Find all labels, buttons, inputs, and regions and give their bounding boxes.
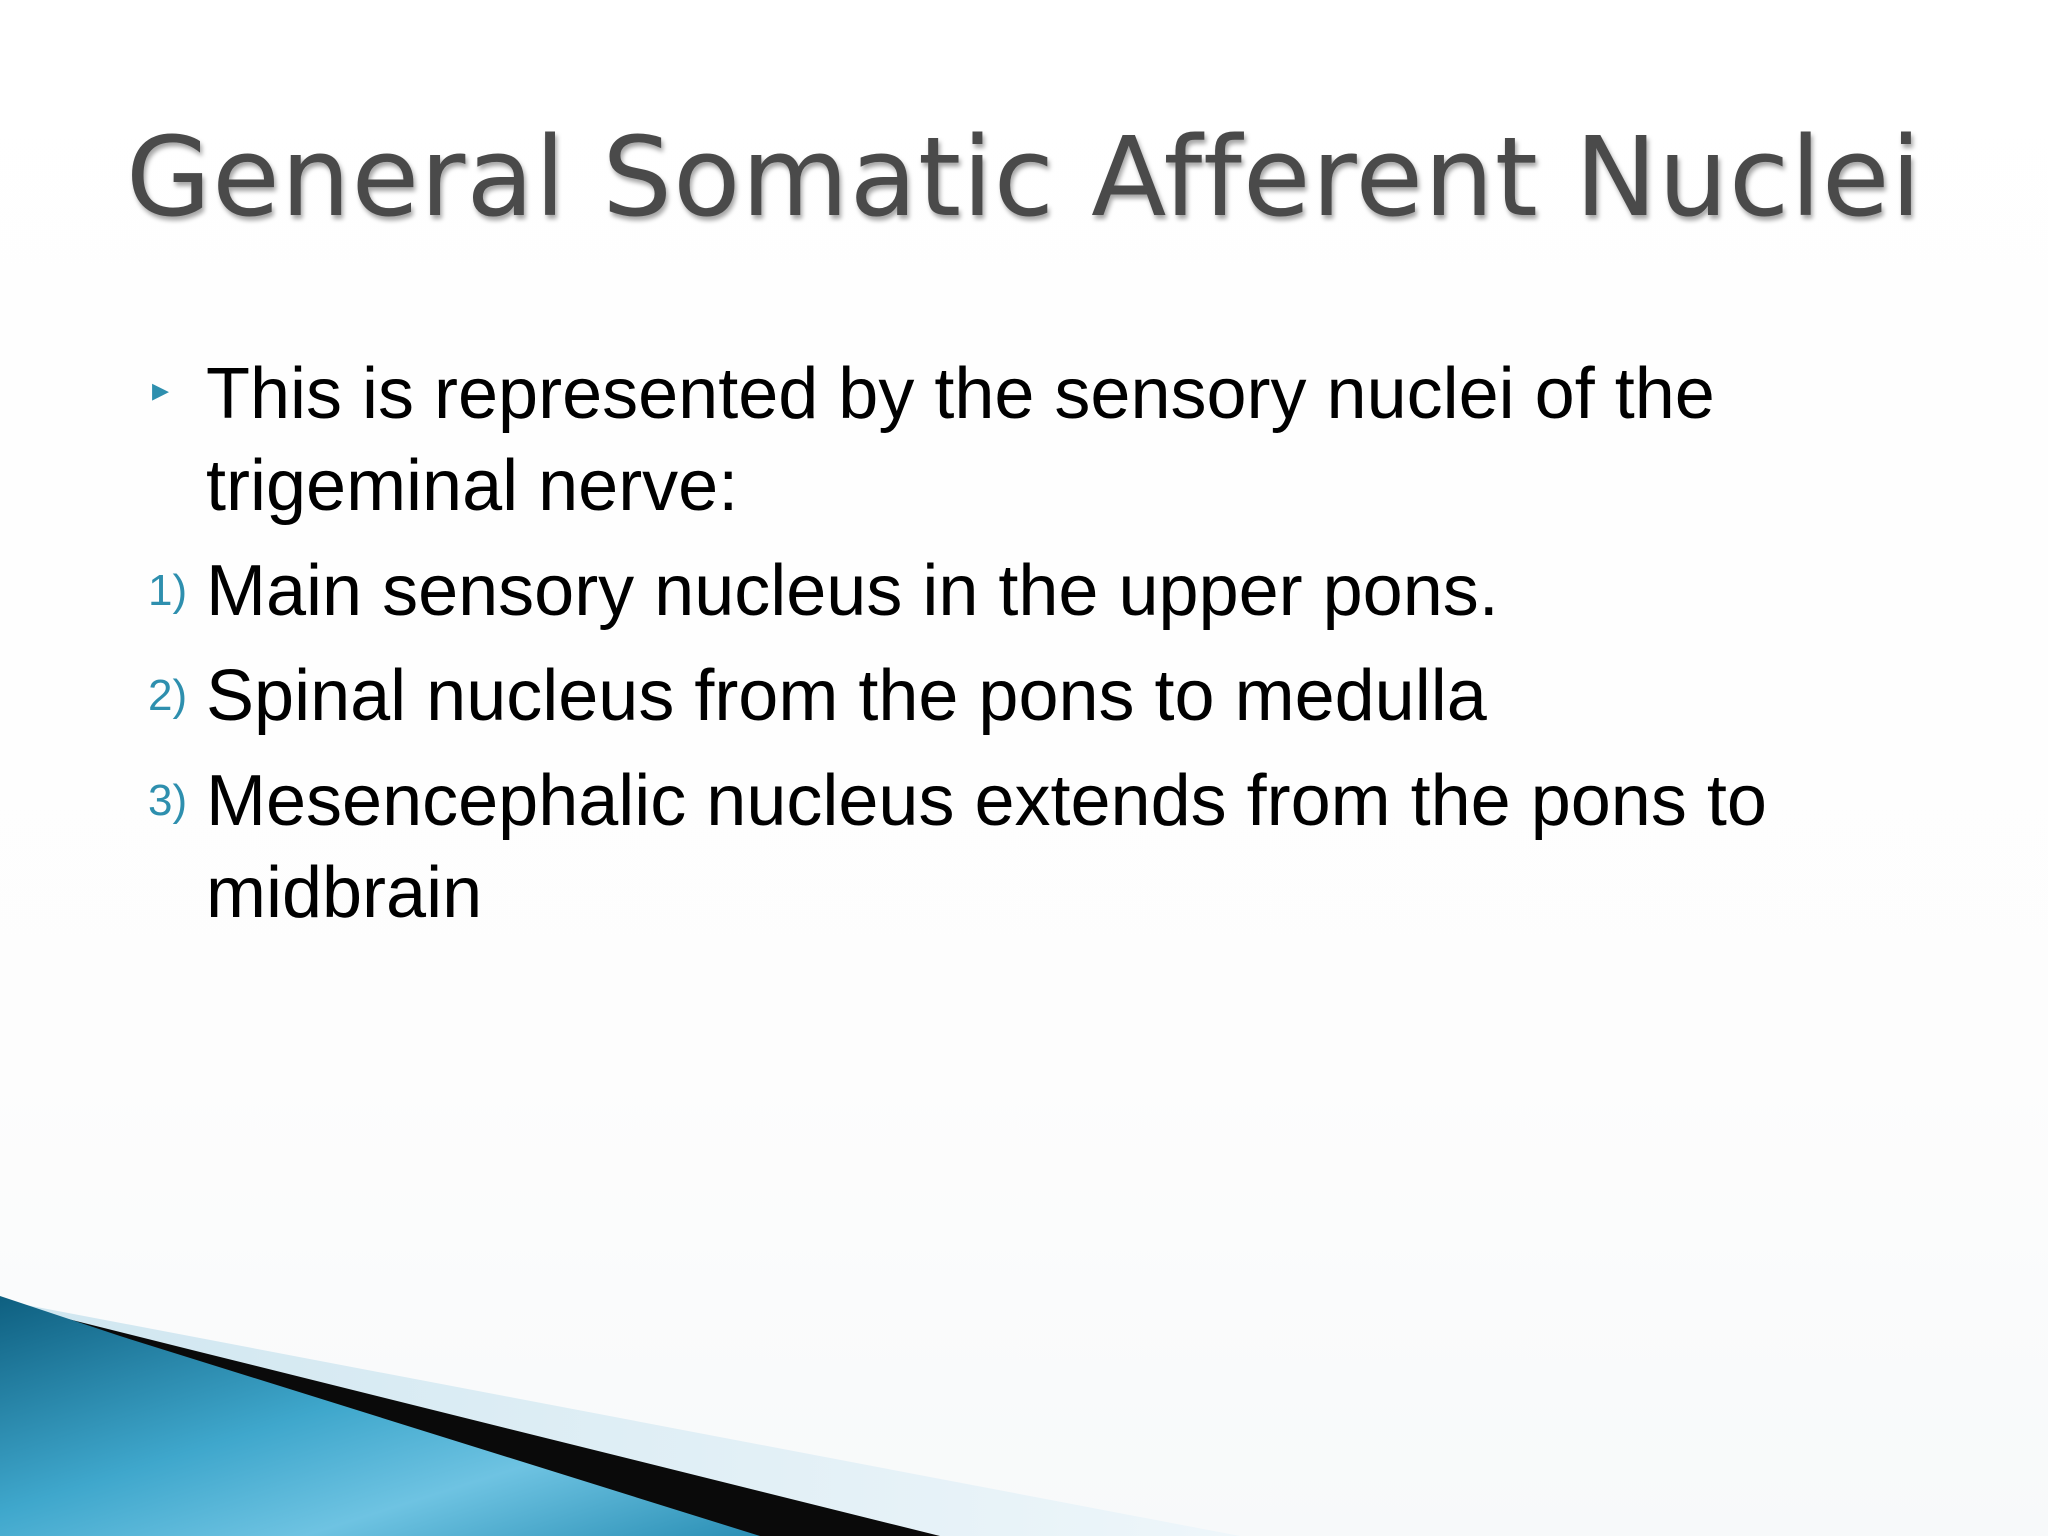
list-item-mesencephalic: [148, 755, 1908, 939]
slide-title: General Somatic Afferent Nuclei: [125, 113, 1923, 241]
decor-blue-wedge: [0, 1296, 760, 1536]
list-item-text: Main sensory nucleus in the upper pons.: [206, 551, 1499, 631]
list-item-main-sensory: [148, 545, 1908, 637]
list-number: 2): [148, 671, 188, 720]
decor-light-band: [0, 1300, 1240, 1536]
list-item-text: This is represented by the sensory nuclei of the trigeminal nerve:: [206, 354, 1715, 526]
list-number: 1): [148, 566, 188, 615]
decor-black-wedge: [0, 1302, 940, 1536]
list-item-intro: [148, 348, 1908, 532]
list-number: 3): [148, 776, 188, 825]
content-list: [148, 348, 1908, 952]
list-item-text: Spinal nucleus from the pons to medulla: [206, 656, 1487, 736]
list-item-spinal: [148, 650, 1908, 742]
list-item-text: Mesencephalic nucleus extends from the pons to midbrain: [206, 761, 1767, 933]
bullet-arrow-icon: ▸: [152, 371, 170, 409]
